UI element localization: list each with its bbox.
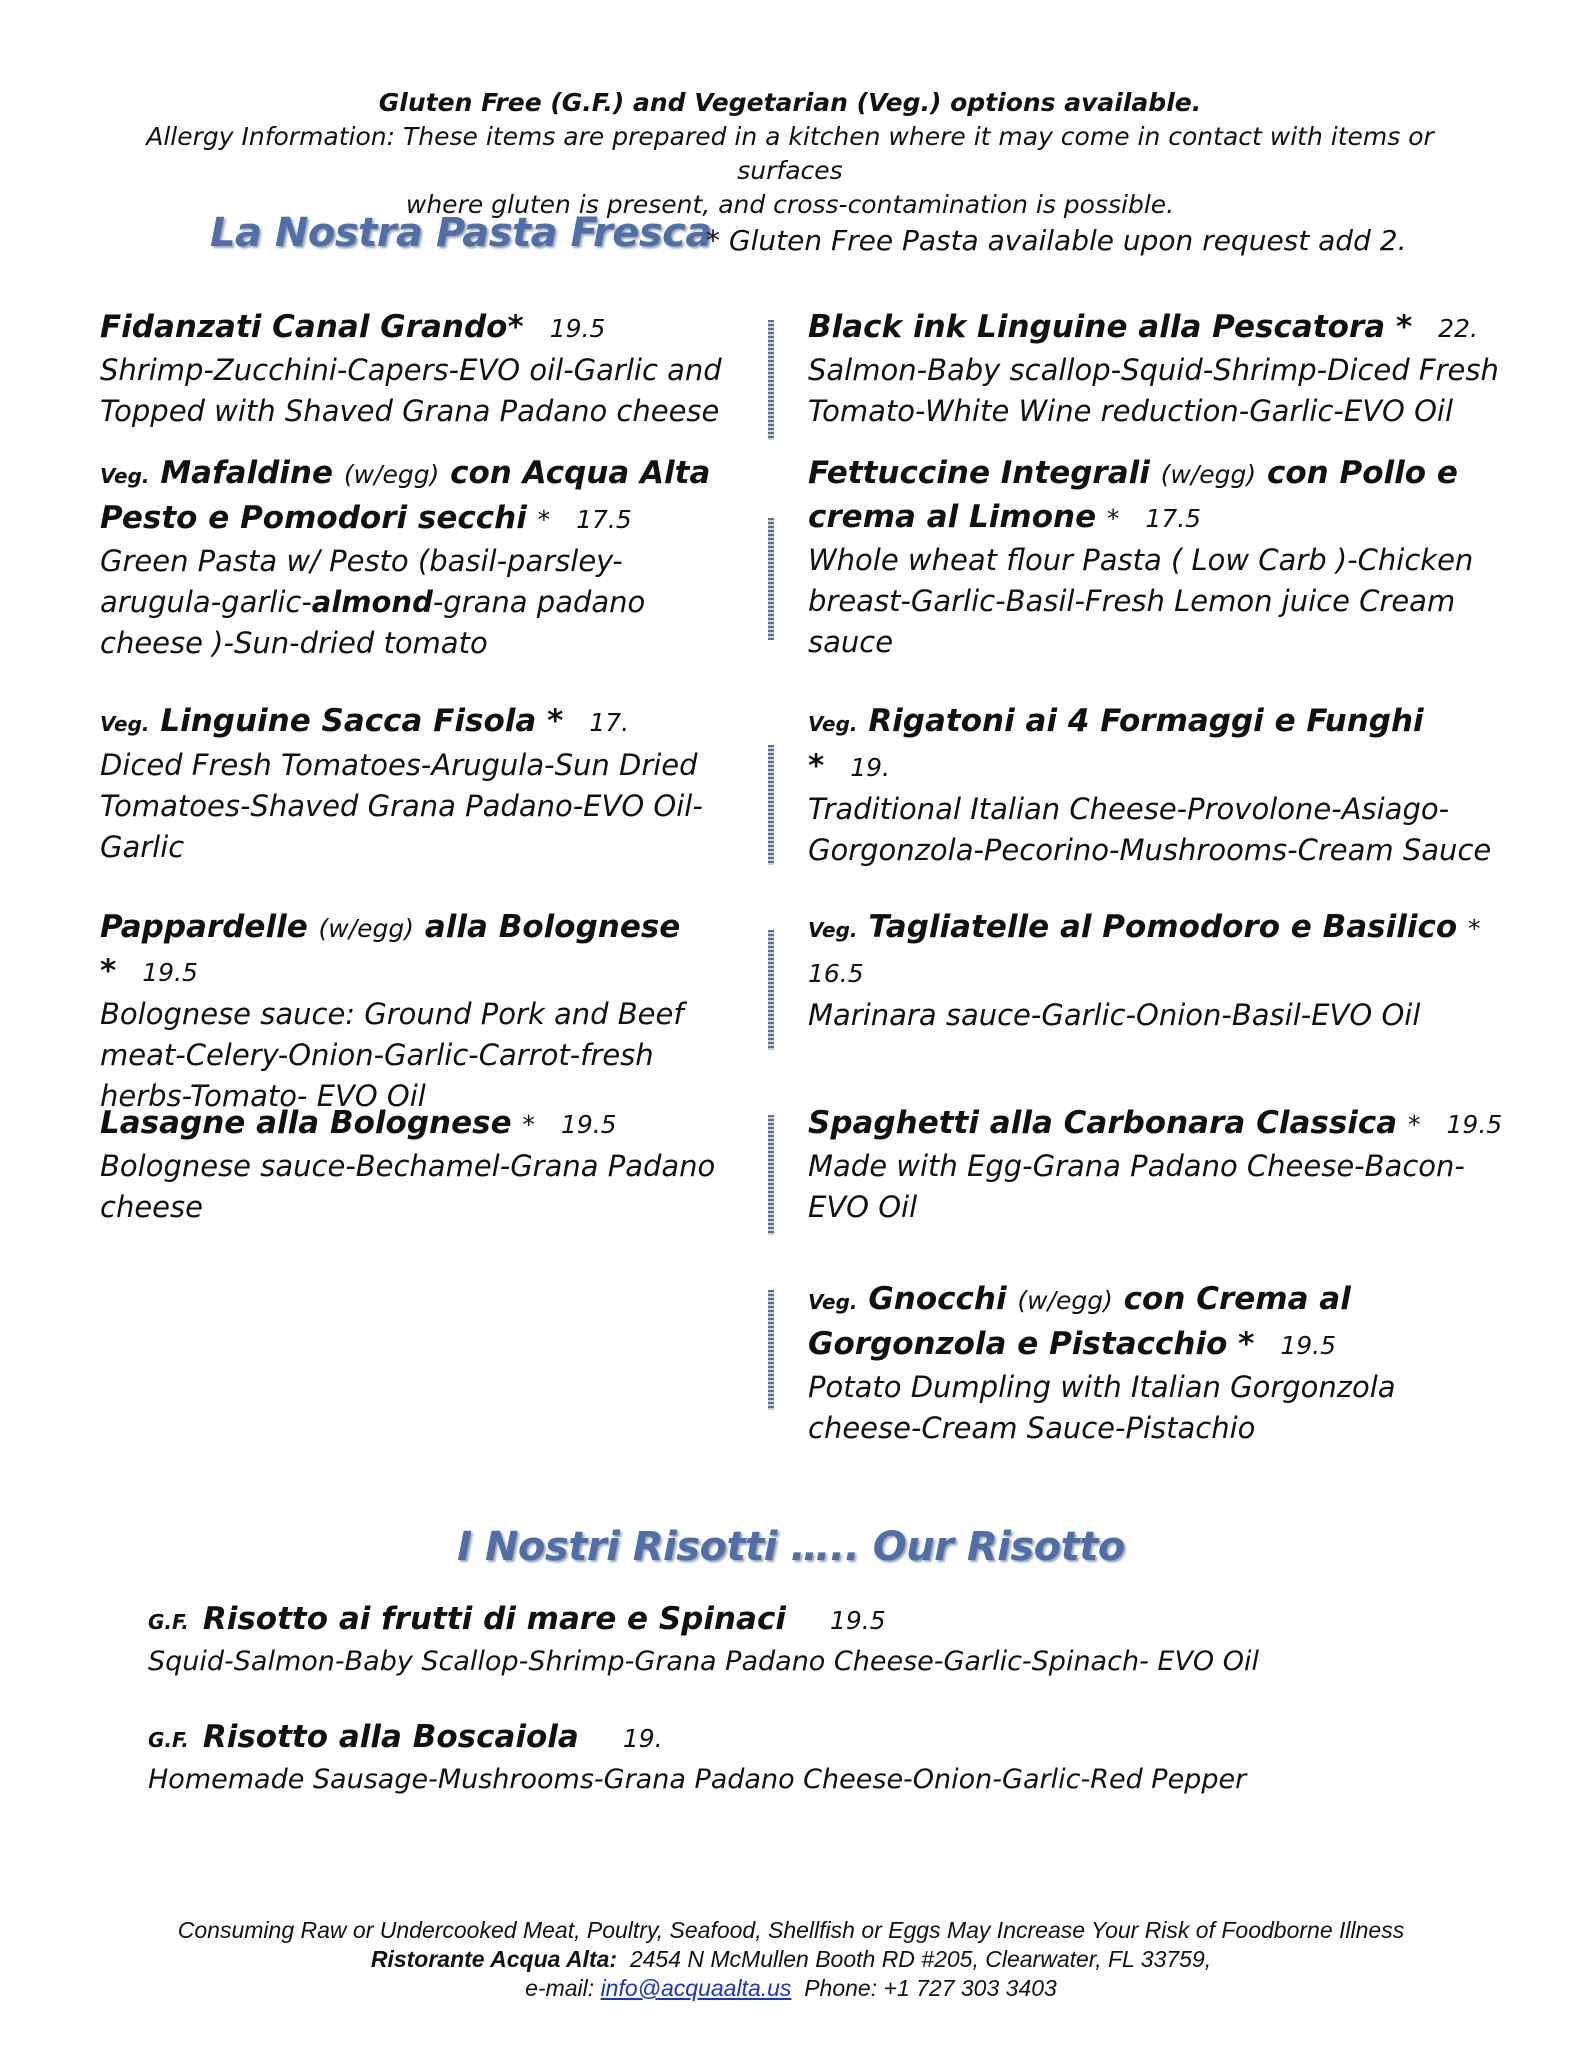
item-name-part: con Pollo e crema al Limone [808,455,1458,535]
allergy-notice [120,86,1460,222]
column-divider [768,745,774,865]
menu-item-black-ink [808,306,1508,432]
footer [0,1916,1582,2003]
allergen-highlight: almond [311,585,433,619]
allergy-line: Allergy Information: These items are prepared in a kitchen where it may come in contact with items or surfaces [146,122,1434,185]
menu-item-gnocchi [808,1278,1508,1449]
veg-tag: Veg. [100,712,150,736]
veg-tag: Veg. [808,1290,858,1314]
menu-item-fidanzati [100,306,740,432]
desc-part: -grana padano cheese )-Sun-dried tomato [100,585,646,660]
column-divider [768,320,774,440]
item-name-part: Gnocchi [868,1281,1007,1317]
item-price: 16.5 [808,959,864,988]
item-description: Salmon-Baby scallop-Squid-Shrimp-Diced Fresh Tomato-White Wine reduction-Garlic-EVO Oil [808,353,1499,428]
menu-item-mafaldine [100,452,740,664]
item-name-part: Fettuccine Integrali [808,455,1150,491]
menu-item-rigatoni [808,700,1508,871]
item-price: 17. [589,708,630,737]
gluten-free-star: * [1467,914,1481,943]
item-description: Bolognese sauce: Ground Pork and Beef meat-Celery-Onion-Garlic-Carrot-fresh herbs-Tomato- EVO Oil [100,997,684,1113]
gluten-free-star: * [1106,504,1120,533]
item-price: 19. [622,1724,663,1753]
item-price: 17.5 [576,505,632,534]
egg-tag: (w/egg) [1017,1286,1113,1315]
item-price: 19. [850,753,890,782]
gf-tag: G.F. [148,1610,189,1634]
item-description [100,541,740,664]
column-divider [768,1290,774,1410]
item-name: Tagliatelle al Pomodoro e Basilico [868,909,1458,945]
column-divider [768,1115,774,1235]
gluten-free-star: * [522,1110,535,1139]
item-name: Spaghetti alla Carbonara Classica [808,1105,1398,1141]
item-description: Potato Dumpling with Italian Gorgonzola cheese-Cream Sauce-Pistachio [808,1370,1396,1445]
item-name: Lasagne alla Bolognese [100,1105,512,1141]
item-description: Bolognese sauce-Bechamel-Grana Padano cheese [100,1149,716,1224]
risotto-item [148,1716,1448,1799]
item-description: Shrimp-Zucchini-Capers-EVO oil-Garlic and Topped with Shaved Grana Padano cheese [100,353,722,428]
item-description: Traditional Italian Cheese-Provolone-Asiago-Gorgonzola-Pecorino-Mushrooms-Cream Sauce [808,792,1492,867]
gluten-free-note: * Gluten Free Pasta available upon request add 2. [706,224,1407,257]
item-price: 19.5 [549,314,606,343]
item-name-part: Mafaldine [160,455,334,491]
email-link[interactable]: info@acquaalta.us [600,1975,792,2001]
item-price: 22. [1438,314,1478,343]
risotto-section-title: I Nostri Risotti ….. Our Risotto [457,1524,1125,1570]
item-name-part: alla Bolognese * [100,909,681,989]
item-description: Marinara sauce-Garlic-Onion-Basil-EVO Oil [808,998,1421,1032]
item-price: 19.5 [142,958,198,987]
item-description: Homemade Sausage-Mushrooms-Grana Padano Cheese-Onion-Garlic-Red Pepper [148,1764,1247,1795]
contact-line [0,1974,1582,2003]
item-name: Black ink Linguine alla Pescatora * [808,309,1413,345]
item-description: Whole wheat flour Pasta ( Low Carb )-Chicken breast-Garlic-Basil-Fresh Lemon juice Cream sauce [808,543,1474,659]
veg-tag: Veg. [808,918,858,942]
column-divider [768,518,774,640]
address-line [0,1945,1582,1974]
menu-item-carbonara [808,1102,1508,1228]
item-name-part: Pappardelle [100,909,308,945]
egg-tag: (w/egg) [1160,460,1257,489]
item-price: 19.5 [1446,1110,1503,1139]
item-name-part: con Acqua Alta Pesto e Pomodori secchi [100,455,711,536]
menu-item-pappardelle [100,906,740,1117]
desc-part: Green Pasta w/ Pesto (basil-parsley-arugula-garlic- [100,544,623,619]
phone-number: Phone: +1 727 303 3403 [804,1975,1057,2001]
item-description: Diced Fresh Tomatoes-Arugula-Sun Dried Tomatoes-Shaved Grana Padano-EVO Oil-Garlic [100,748,703,864]
restaurant-address: 2454 N McMullen Booth RD #205, Clearwater, FL 33759, [629,1946,1212,1972]
item-name-part: con Crema al Gorgonzola e Pistacchio * [808,1281,1351,1362]
email-label: e-mail: [525,1975,595,2001]
restaurant-name: Ristorante Acqua Alta: [370,1946,618,1972]
item-price: 19.5 [829,1606,886,1635]
risotto-item [148,1598,1448,1681]
gluten-free-star: * [1408,1110,1421,1139]
item-name: Rigatoni ai 4 Formaggi e Funghi * [808,703,1424,784]
foodborne-warning: Consuming Raw or Undercooked Meat, Poultry, Seafood, Shellfish or Eggs May Increase Your Risk of Foodborne Illness [177,1917,1405,1943]
item-name: Risotto alla Boscaiola [202,1719,579,1755]
options-line: Gluten Free (G.F.) and Vegetarian (Veg.) options available. [378,88,1202,117]
item-price: 19.5 [560,1110,617,1139]
egg-tag: (w/egg) [318,914,415,943]
item-name: Risotto ai frutti di mare e Spinaci [202,1601,786,1637]
gluten-free-star: * [537,505,551,534]
column-divider [768,930,774,1050]
veg-tag: Veg. [808,712,858,736]
item-description: Squid-Salmon-Baby Scallop-Shrimp-Grana Padano Cheese-Garlic-Spinach- EVO Oil [148,1646,1260,1677]
item-price: 17.5 [1145,504,1202,533]
egg-tag: (w/egg) [343,460,440,489]
menu-item-linguine-sacca [100,700,740,868]
menu-item-lasagne [100,1102,740,1228]
item-name: Fidanzati Canal Grando* [100,309,524,345]
item-price: 19.5 [1280,1331,1337,1360]
menu-item-tagliatelle [808,906,1508,1036]
gf-tag: G.F. [148,1728,189,1752]
menu-item-fettuccine [808,452,1508,663]
pasta-section-title: La Nostra Pasta Fresca [210,210,712,256]
item-name: Linguine Sacca Fisola * [160,703,564,739]
allergy-line-2: where gluten is present, and cross-contamination is possible. [405,190,1175,219]
veg-tag: Veg. [100,464,150,488]
item-description: Made with Egg-Grana Padano Cheese-Bacon-EVO Oil [808,1149,1465,1224]
